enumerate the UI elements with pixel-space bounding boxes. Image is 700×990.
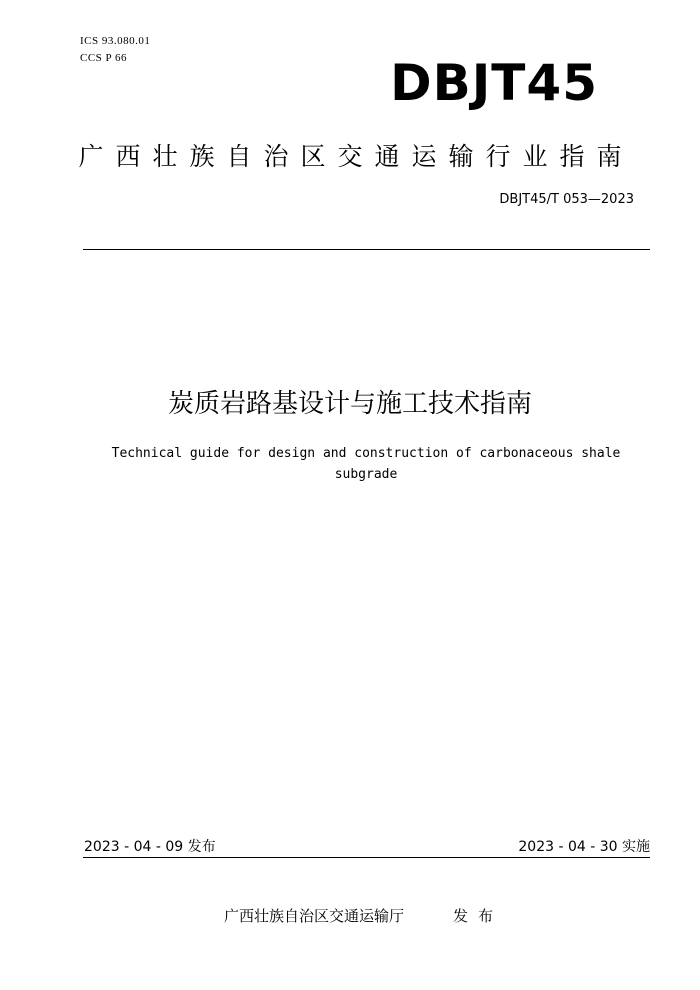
english-title-line-1: Technical guide for design and construction of carbonaceous shale bbox=[111, 446, 621, 461]
standard-code-logo: DBJT45 bbox=[390, 54, 598, 112]
standard-number: DBJT45/T 053—2023 bbox=[499, 192, 634, 207]
implementation-date: 2023 - 04 - 30 实施 bbox=[518, 839, 650, 855]
issuing-authority: 广西壮族自治区交通运输厅 bbox=[224, 907, 405, 925]
english-title-line-2: subgrade bbox=[334, 467, 398, 482]
standard-category-title: 广西壮族自治区交通运输行业指南 bbox=[78, 142, 634, 171]
ccs-code: CCS P 66 bbox=[80, 52, 128, 64]
publish-label: 发布 bbox=[453, 907, 504, 925]
ics-code: ICS 93.080.01 bbox=[80, 35, 151, 47]
document-title-english bbox=[90, 443, 642, 485]
footer-divider bbox=[83, 857, 650, 858]
issue-date: 2023 - 04 - 09 发布 bbox=[84, 839, 216, 855]
header-divider bbox=[83, 249, 650, 250]
document-title-chinese: 炭质岩路基设计与施工技术指南 bbox=[167, 389, 532, 419]
